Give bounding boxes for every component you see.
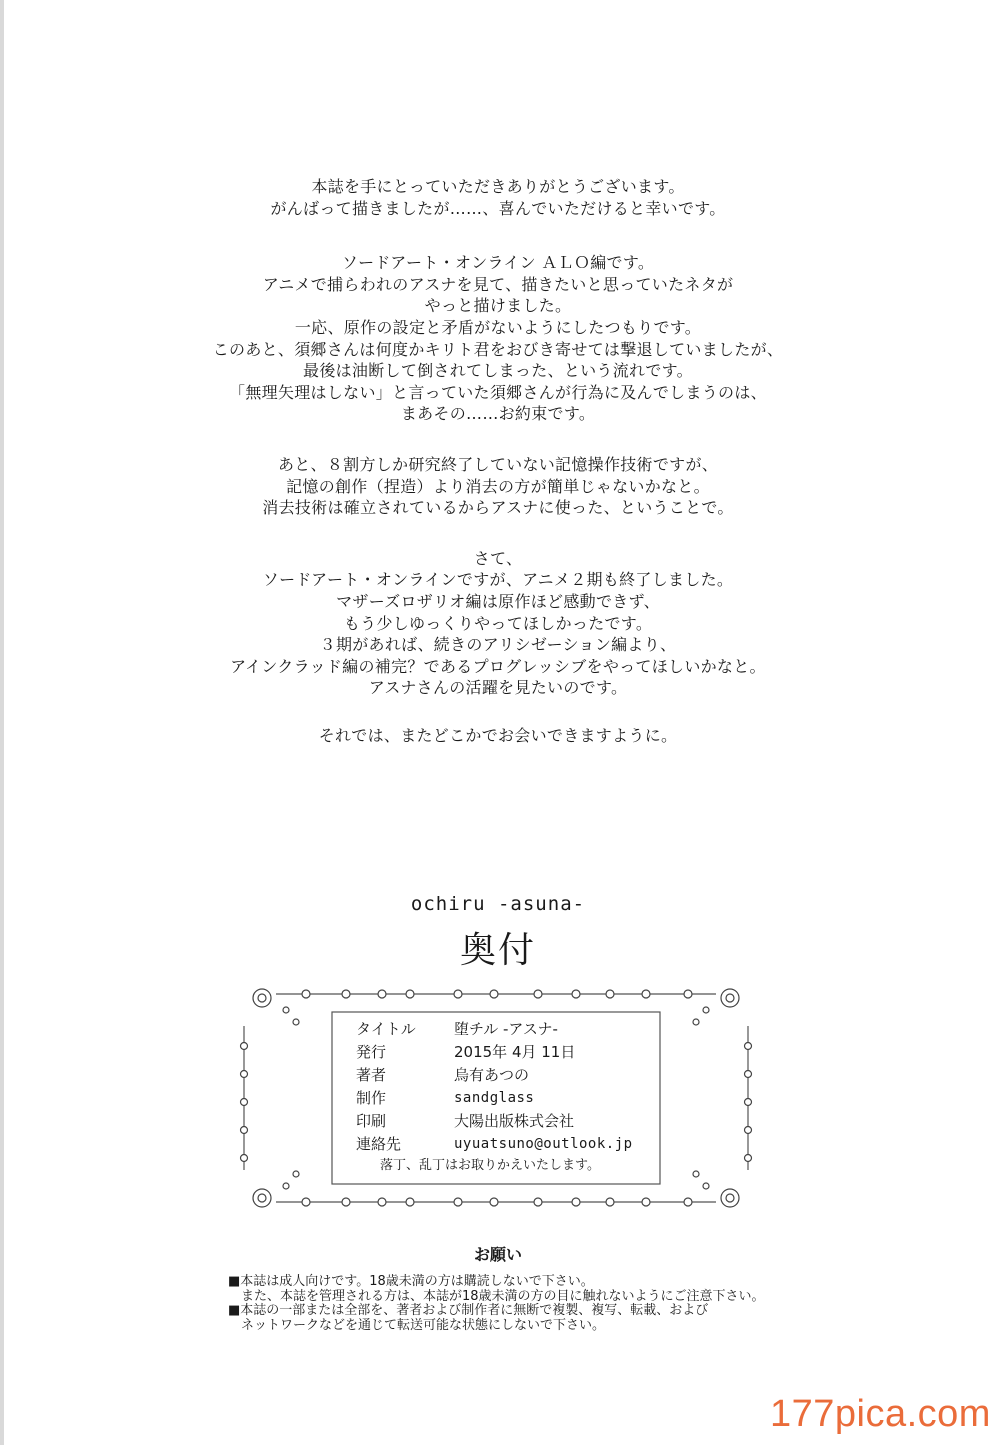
colophon-label: 発行 [356, 1043, 387, 1061]
contact-email: uyuatsuno@outlook.jp [454, 1135, 633, 1152]
colophon-value: 烏有あつの [454, 1066, 530, 1084]
afterword-line: アニメで捕らわれのアスナを見て、描きたいと思っていたネタが [262, 274, 734, 294]
notice-line: ■本誌の一部または全部を、著者および制作者に無断で複製、複写、転載、および [228, 1303, 709, 1318]
colophon-row-author [356, 1063, 696, 1086]
colophon-table [356, 1017, 696, 1155]
notice-line: ネットワークなどを通じて転送可能な状態にしないで下さい。 [228, 1317, 606, 1333]
afterword-line: もう少しゆっくりやってほしかったです。 [343, 613, 653, 633]
afterword-paragraph-2 [0, 252, 996, 425]
afterword-line: まあその……お約束です。 [400, 404, 596, 424]
afterword-line: アスナさんの活躍を見たいのです。 [368, 678, 628, 698]
afterword-line: 一応、原作の設定と矛盾がないようにしたつもりです。 [294, 317, 702, 337]
afterword-line: 最後は油断して倒されてしまった、という流れです。 [303, 361, 693, 381]
afterword-paragraph-5 [0, 725, 996, 747]
afterword-line: 記憶の創作（捏造）より消去の方が簡単じゃないかなと。 [286, 476, 710, 496]
afterword-line: がんばって描きましたが……、喜んでいただけると幸いです。 [270, 198, 726, 218]
notice-line: ■本誌は成人向けです。18歳未満の方は購読しないで下さい。 [228, 1274, 594, 1289]
afterword-line: それでは、またどこかでお会いできますように。 [318, 725, 678, 745]
afterword-line: やっと描けました。 [424, 296, 572, 316]
afterword-line: ソードアート・オンライン ＡＬＯ編です。 [341, 253, 655, 273]
afterword-line: アインクラッド編の補完？であるプログレッシブをやってほしいかなと。 [230, 656, 766, 676]
colophon-label: 連絡先 [356, 1135, 402, 1153]
afterword-line: このあと、須郷さんは何度かキリト君をおびき寄せては撃退していましたが、 [212, 339, 784, 359]
replacement-note: 落丁、乱丁はお取りかえいたします。 [380, 1158, 600, 1173]
colophon-label: 制作 [356, 1089, 387, 1107]
afterword-line: ソードアート・オンラインですが、アニメ２期も終了しました。 [262, 570, 734, 590]
colophon-label: タイトル [356, 1020, 416, 1038]
notice-line: また、本誌を管理される方は、本誌が18歳未満の方の目に触れないようにご注意下さい。 [228, 1288, 765, 1304]
notice-block [228, 1275, 765, 1333]
afterword [0, 176, 996, 775]
book-subtitle: ochiru -asuna- [410, 893, 586, 915]
watermark: 177pica.com [770, 1393, 991, 1435]
colophon-row-contact [356, 1132, 696, 1155]
afterword-line: 本誌を手にとっていただきありがとうございます。 [311, 177, 685, 196]
afterword-paragraph-4 [0, 548, 996, 699]
colophon-label: 印刷 [356, 1112, 387, 1130]
colophon-row-issued [356, 1040, 696, 1063]
afterword-line: マザーズロザリオ編は原作ほど感動できず、 [336, 591, 660, 611]
colophon-row-printer [356, 1109, 696, 1132]
colophon-title: 奥付 [459, 930, 536, 971]
afterword-line: さて、 [473, 548, 523, 568]
colophon-row-production [356, 1086, 696, 1109]
colophon-value: sandglass [454, 1089, 535, 1106]
colophon-row-title [356, 1017, 696, 1040]
afterword-paragraph-3 [0, 454, 996, 519]
notice-title: お願い [473, 1245, 522, 1264]
afterword-line: ３期があれば、続きのアリシゼーション編より、 [319, 635, 677, 655]
colophon-label: 著者 [356, 1066, 387, 1084]
afterword-line: あと、８割方しか研究終了していない記憶操作技術ですが、 [277, 454, 719, 474]
afterword-line: 「無理矢理はしない」と言っていた須郷さんが行為に及んでしまうのは、 [229, 382, 767, 402]
afterword-paragraph-1 [0, 176, 996, 219]
colophon-value: 2015年 4月 11日 [454, 1043, 576, 1061]
afterword-line: 消去技術は確立されているからアスナに使った、ということで。 [262, 498, 734, 518]
colophon-value: 大陽出版株式会社 [454, 1112, 575, 1130]
colophon-value: 堕チル -アスナ- [454, 1020, 558, 1038]
